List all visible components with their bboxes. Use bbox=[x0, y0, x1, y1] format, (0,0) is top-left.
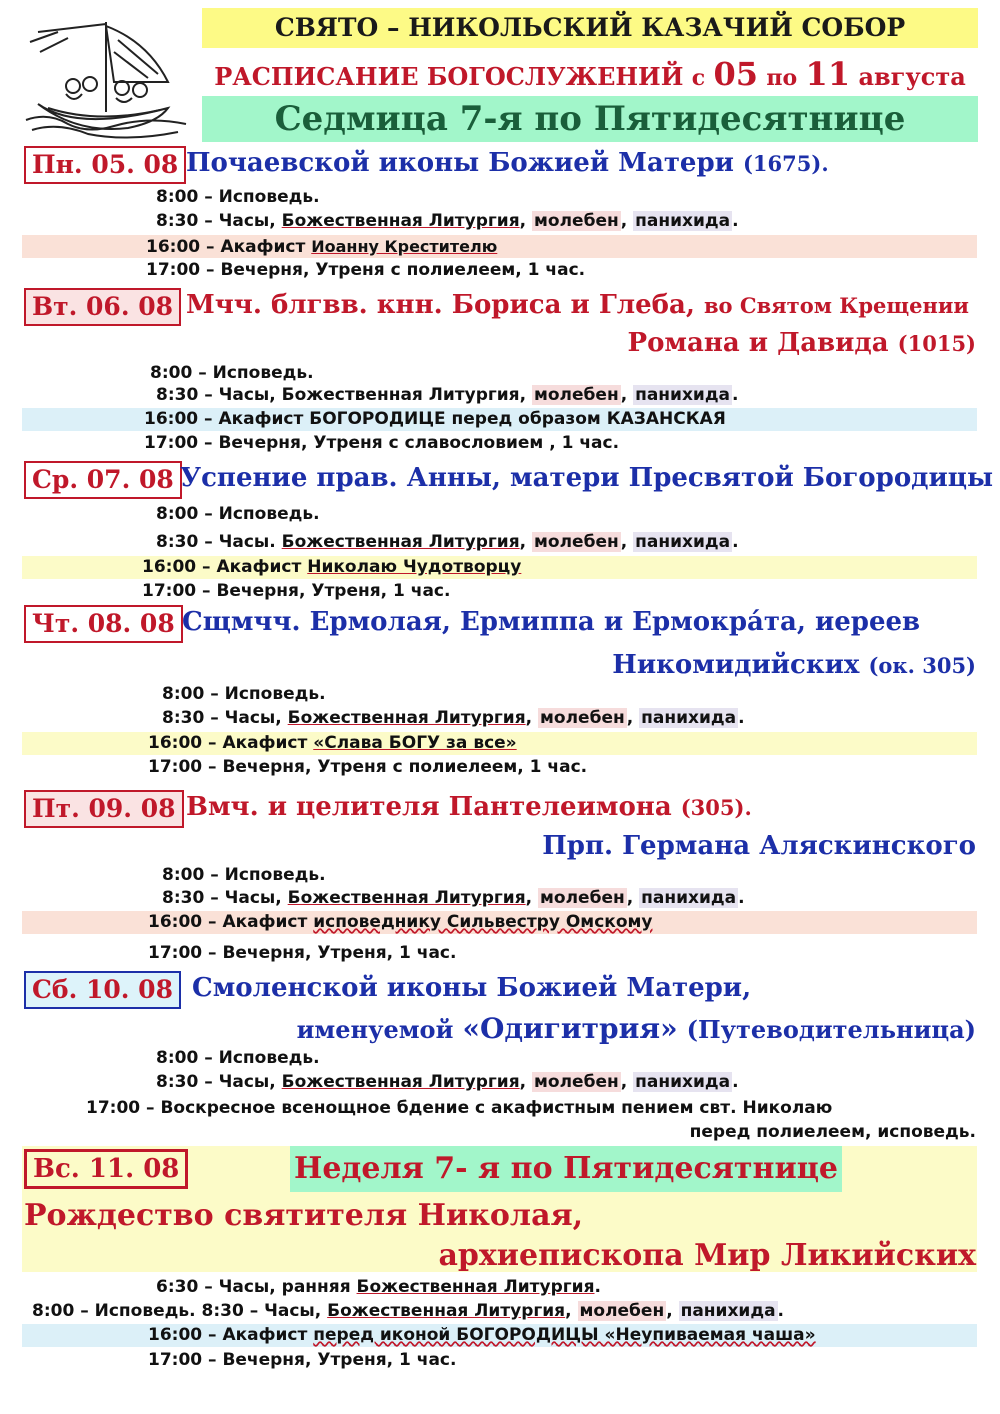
service-line bbox=[148, 1324, 816, 1347]
service-line: 17:00 – Вечерня, Утреня, 1 час. bbox=[142, 581, 451, 601]
separator: , bbox=[620, 532, 634, 552]
panikhida-text: панихида bbox=[635, 1072, 731, 1092]
date-box-wed: Ср. 07. 08 bbox=[24, 461, 182, 499]
service-line: 8:00 – Исповедь. bbox=[162, 865, 326, 885]
week-title: Седмица 7-я по Пятидесятнице bbox=[202, 96, 978, 142]
feast-sat-line2 bbox=[297, 1012, 976, 1047]
service-line: 8:00 – Исповедь. bbox=[150, 363, 314, 383]
moleben-text: молебен bbox=[534, 1072, 619, 1092]
service-line bbox=[146, 235, 497, 258]
separator: . bbox=[777, 1301, 785, 1321]
feast-wed: Успение прав. Анны, матери Пресвятой Богородицы bbox=[180, 463, 994, 493]
service-text: 16:00 – Акафист bbox=[146, 237, 312, 257]
moleben-text: молебен bbox=[534, 211, 619, 231]
separator: , bbox=[525, 708, 539, 728]
feast-tue bbox=[186, 288, 969, 323]
boat-logo-icon bbox=[18, 12, 194, 140]
feast-thu-line2 bbox=[612, 648, 976, 683]
feast-year: (1675). bbox=[743, 151, 829, 176]
date-box-sat: Сб. 10. 08 bbox=[24, 971, 181, 1009]
service-line: 17:00 – Воскресное всенощное бдение с акафистным пением свт. Николаю bbox=[86, 1098, 833, 1118]
feast-text: Почаевской иконы Божией Матери bbox=[186, 148, 734, 178]
feast-thu: Сщмчч. Ермолая, Ермиппа и Ермокра́та, иереев bbox=[182, 607, 921, 637]
liturgy-text: Божественная Литургия bbox=[327, 1301, 566, 1321]
separator: . bbox=[738, 708, 745, 728]
separator: , bbox=[626, 708, 640, 728]
service-text: 8:30 – Часы, Божественная Литургия, bbox=[156, 385, 532, 405]
separator: . bbox=[732, 532, 739, 552]
service-line: 17:00 – Вечерня, Утреня, 1 час. bbox=[148, 943, 457, 963]
feast-text-small: во Святом Крещении bbox=[703, 293, 970, 318]
service-text: 16:00 – Акафист bbox=[148, 912, 314, 932]
akathist-name: исповеднику Сильвестру Омскому bbox=[313, 912, 653, 932]
akathist-name: «Слава БОГУ за все» bbox=[313, 733, 517, 753]
schedule-title-c: с bbox=[691, 65, 706, 91]
cathedral-title: СВЯТО – НИКОЛЬСКИЙ КАЗАЧИЙ СОБОР bbox=[202, 8, 978, 48]
service-line: 17:00 – Вечерня, Утреня с полиелеем, 1 час. bbox=[148, 757, 588, 777]
service-line bbox=[162, 887, 745, 910]
service-line bbox=[148, 732, 517, 755]
service-line: 17:00 – Вечерня, Утреня с славословием , 1 час. bbox=[144, 433, 620, 453]
feast-year: (305). bbox=[680, 795, 752, 820]
service-line bbox=[156, 531, 739, 554]
separator: , bbox=[620, 211, 634, 231]
separator: , bbox=[666, 1301, 679, 1321]
moleben-text: молебен bbox=[579, 1301, 665, 1321]
sunday-feast-line2: архиепископа Мир Ликийских bbox=[438, 1238, 976, 1273]
akathist-name: перед иконой БОГОРОДИЦЫ «Неупиваемая чаша» bbox=[313, 1325, 816, 1345]
date-box-thu: Чт. 08. 08 bbox=[24, 605, 183, 643]
service-text: 8:30 – Часы, bbox=[162, 888, 288, 908]
panikhida-text: панихида bbox=[635, 532, 731, 552]
service-text: 6:30 – Часы, ранняя bbox=[156, 1277, 357, 1297]
akathist-name: Иоанну Крестителю bbox=[311, 237, 498, 256]
panikhida-text: панихида bbox=[680, 1301, 776, 1321]
schedule-month: августа bbox=[858, 62, 966, 91]
feast-mon bbox=[186, 146, 829, 181]
date-box-tue: Вт. 06. 08 bbox=[24, 288, 181, 326]
moleben-text: молебен bbox=[540, 708, 625, 728]
separator: , bbox=[565, 1301, 578, 1321]
liturgy-text: Божественная Литургия bbox=[356, 1277, 595, 1297]
service-line: 8:00 – Исповедь. bbox=[156, 187, 320, 207]
separator: , bbox=[525, 888, 539, 908]
akathist-name: Николаю Чудотворцу bbox=[307, 557, 522, 577]
moleben-text: молебен bbox=[540, 888, 625, 908]
schedule-title-text: РАСПИСАНИЕ БОГОСЛУЖЕНИЙ bbox=[214, 62, 684, 91]
sunday-week-title: Неделя 7- я по Пятидесятнице bbox=[290, 1146, 842, 1192]
service-line: 17:00 – Вечерня, Утреня, 1 час. bbox=[148, 1350, 457, 1370]
date-box-fri: Пт. 09. 08 bbox=[24, 790, 184, 828]
liturgy-text: Божественная Литургия bbox=[287, 888, 526, 908]
service-line bbox=[162, 707, 745, 730]
moleben-text: молебен bbox=[533, 385, 619, 405]
service-text: 8:00 – Исповедь. 8:30 – Часы, bbox=[32, 1301, 328, 1321]
service-text: 8:30 – Часы, bbox=[156, 1072, 282, 1092]
separator: , bbox=[519, 1072, 533, 1092]
service-text: 8:30 – Часы, bbox=[162, 708, 288, 728]
moleben-text: молебен bbox=[534, 532, 619, 552]
feast-text: Никомидийских bbox=[612, 650, 860, 680]
feast-text: именуемой bbox=[296, 1015, 454, 1044]
liturgy-text: Божественная Литургия bbox=[281, 1072, 520, 1092]
feast-text: Романа и Давида bbox=[627, 328, 889, 358]
separator: . bbox=[738, 888, 745, 908]
sunday-feast-line1: Рождество святителя Николая, bbox=[24, 1198, 584, 1233]
separator: . bbox=[732, 211, 739, 231]
service-line bbox=[156, 210, 739, 233]
separator: , bbox=[626, 888, 640, 908]
panikhida-text: панихида bbox=[641, 888, 737, 908]
schedule-from: 05 bbox=[713, 55, 759, 93]
schedule-title bbox=[202, 56, 978, 92]
schedule-title-po: по bbox=[766, 65, 798, 91]
service-line: перед полиелеем, исповедь. bbox=[689, 1122, 976, 1142]
separator: . bbox=[732, 1072, 739, 1092]
separator: . bbox=[594, 1277, 601, 1297]
feast-text: Вмч. и целителя Пантелеимона bbox=[186, 792, 672, 822]
service-text: 16:00 – Акафист bbox=[148, 1325, 314, 1345]
service-text: 8:30 – Часы. bbox=[156, 532, 282, 552]
service-line bbox=[156, 384, 739, 407]
feast-text: Мчч. блгвв. кнн. Бориса и Глеба, bbox=[186, 290, 695, 320]
panikhida-text: панихида bbox=[635, 385, 731, 405]
schedule-to: 11 bbox=[805, 55, 851, 93]
service-line bbox=[142, 556, 521, 579]
service-line bbox=[156, 1071, 739, 1094]
separator: , bbox=[519, 211, 533, 231]
date-box-mon: Пн. 05. 08 bbox=[24, 146, 186, 184]
separator: , bbox=[620, 1072, 634, 1092]
separator: , bbox=[620, 385, 634, 405]
liturgy-text: Божественная Литургия bbox=[287, 708, 526, 728]
service-line: 8:00 – Исповедь. bbox=[156, 504, 320, 524]
feast-tue-line2 bbox=[628, 326, 976, 361]
service-line bbox=[156, 1276, 601, 1299]
feast-fri bbox=[186, 790, 752, 825]
feast-text-big: «Одигитрия» bbox=[462, 1012, 678, 1045]
feast-year: (ок. 305) bbox=[868, 653, 976, 678]
service-line: 8:00 – Исповедь. bbox=[156, 1048, 320, 1068]
liturgy-text: Божественная Литургия bbox=[281, 532, 520, 552]
service-text: 8:30 – Часы, bbox=[156, 211, 282, 231]
service-line: 16:00 – Акафист БОГОРОДИЦЕ перед образом КАЗАНСКАЯ bbox=[144, 409, 726, 429]
panikhida-text: панихида bbox=[641, 708, 737, 728]
separator: . bbox=[732, 385, 739, 405]
service-text: 16:00 – Акафист bbox=[148, 733, 314, 753]
service-line: 17:00 – Вечерня, Утреня с полиелеем, 1 час. bbox=[146, 260, 586, 280]
feast-sat: Смоленской иконы Божией Матери, bbox=[192, 973, 752, 1003]
panikhida-text: панихида bbox=[635, 211, 731, 231]
separator: , bbox=[519, 532, 533, 552]
feast-text: (Путеводительница) bbox=[686, 1015, 976, 1044]
date-box-sun: Вс. 11. 08 bbox=[24, 1149, 188, 1189]
service-line bbox=[148, 911, 652, 934]
feast-fri-line2: Прп. Германа Аляскинского bbox=[542, 831, 976, 861]
service-line bbox=[32, 1300, 784, 1323]
service-text: 16:00 – Акафист bbox=[142, 557, 308, 577]
service-line: 8:00 – Исповедь. bbox=[162, 684, 326, 704]
feast-year: (1015) bbox=[897, 331, 976, 356]
liturgy-text: Божественная Литургия bbox=[281, 211, 520, 231]
